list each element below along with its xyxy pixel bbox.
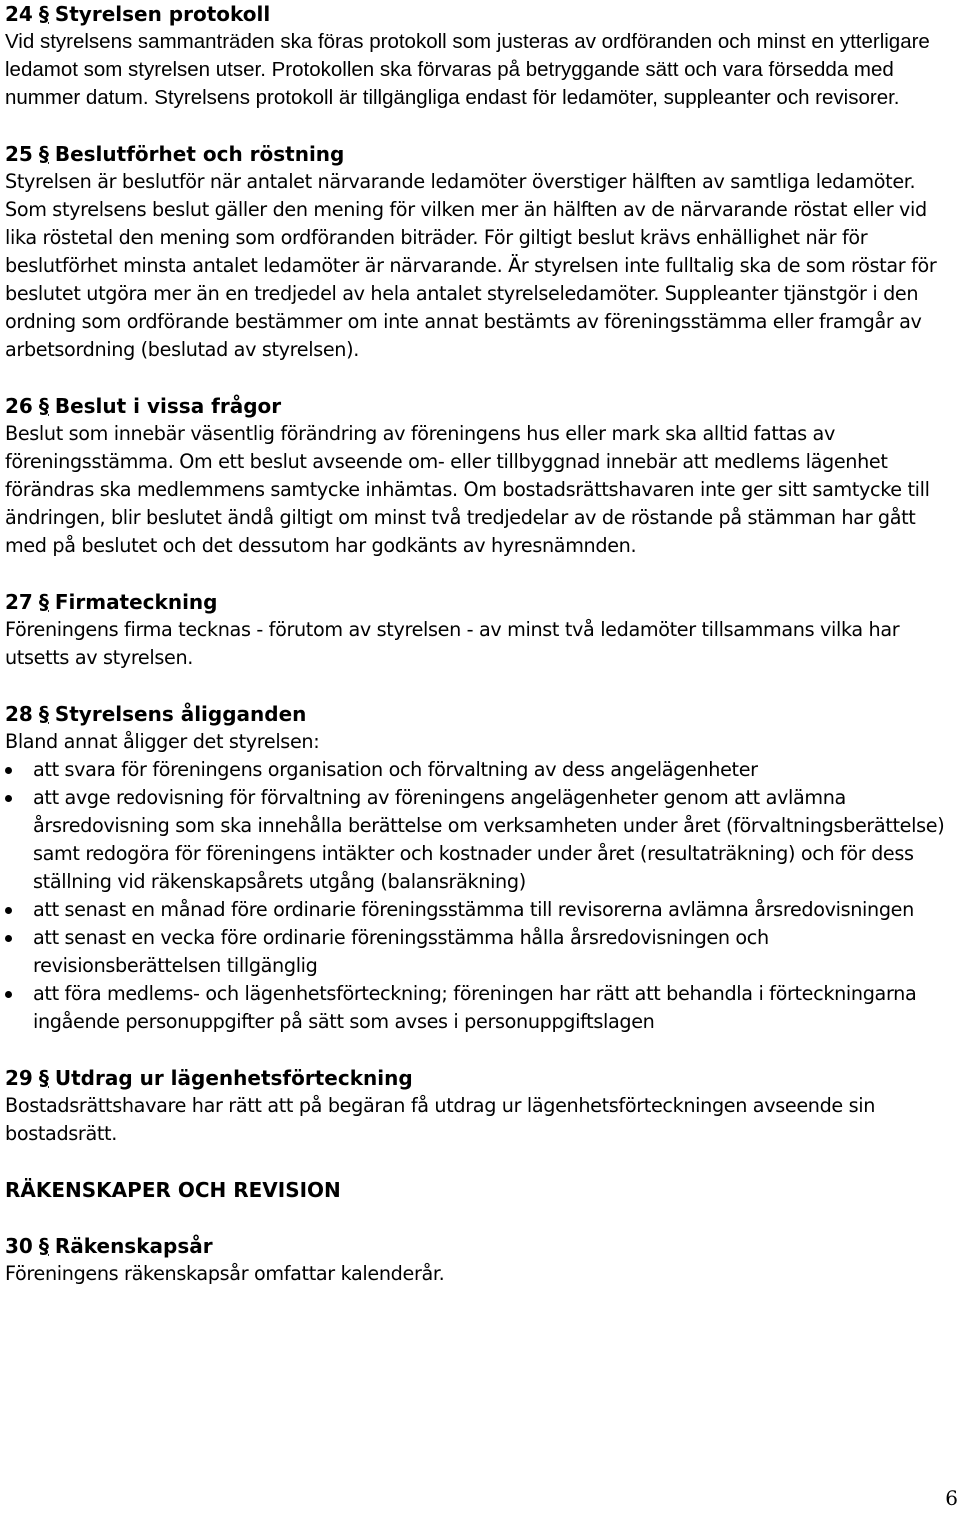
- list-item: [5, 756, 957, 784]
- section-number: 30: [5, 1234, 33, 1258]
- section-title: Beslut i vissa frågor: [54, 394, 282, 418]
- section-heading: [5, 1064, 957, 1092]
- bullet-icon: [5, 991, 12, 998]
- section-number: 25: [5, 142, 33, 166]
- section-number: 26: [5, 394, 33, 418]
- chapter-heading: RÄKENSKAPER OCH REVISION: [5, 1178, 341, 1202]
- section-body: Bland annat åligger det styrelsen:: [5, 730, 320, 753]
- list-item: [5, 924, 957, 980]
- section-body: Beslut som innebär väsentlig förändring av föreningens hus eller mark ska alltid fattas av föreningsstämma. Om ett beslut avseende om- eller tillbyggnad innebär att medlems lägenhet förändras ska medlemmens samtycke inhämtas. Om bostadsrättshavaren inte ger sitt samtycke till ändringen, blir beslutet ändå giltigt om minst två tredjedelar av de röstande på stämman har gått med på beslutet och det dessutom har godkänts av hyresnämnden.: [5, 422, 930, 557]
- list-item-text: att avge redovisning för förvaltning av föreningens angelägenheter genom att avlämna årsredovisning som ska innehålla berättelse om verksamheten under året (förvaltningsberättelse) samt redogöra för föreningens intäkter och kostnader under året (resultaträkning) och för dess ställning vid räkenskapsårets utgång (balansräkning): [33, 786, 945, 893]
- section-body: Föreningens räkenskapsår omfattar kalenderår.: [5, 1262, 445, 1285]
- section-24: [5, 0, 957, 112]
- bullet-icon: [5, 795, 12, 802]
- section-body: Föreningens firma tecknas - förutom av styrelsen - av minst två ledamöter tillsammans vilka har utsetts av styrelsen.: [5, 618, 900, 669]
- bullet-icon: [5, 907, 12, 914]
- section-heading: [5, 0, 957, 28]
- list-item: [5, 784, 957, 896]
- paragraph-sign-icon: §: [38, 702, 49, 726]
- paragraph-sign-icon: §: [38, 394, 49, 418]
- section-heading: [5, 1232, 957, 1260]
- list-item: [5, 896, 957, 924]
- bullet-icon: [5, 767, 12, 774]
- paragraph-sign-icon: §: [38, 1066, 49, 1090]
- section-26: [5, 392, 957, 560]
- list-item: [5, 980, 957, 1036]
- section-body: Bostadsrättshavare har rätt att på begäran få utdrag ur lägenhetsförteckningen avseende sin bostadsrätt.: [5, 1094, 876, 1145]
- paragraph-sign-icon: §: [38, 2, 49, 26]
- section-heading: [5, 700, 957, 728]
- section-title: Beslutförhet och röstning: [54, 142, 345, 166]
- section-title: Räkenskapsår: [54, 1234, 213, 1258]
- page-number: 6: [945, 1486, 958, 1510]
- paragraph-sign-icon: §: [38, 590, 49, 614]
- section-27: [5, 588, 957, 672]
- paragraph-sign-icon: §: [38, 142, 49, 166]
- section-title: Styrelsens åligganden: [54, 702, 307, 726]
- list-item-text: att svara för föreningens organisation och förvaltning av dess angelägenheter: [33, 758, 758, 781]
- section-title: Utdrag ur lägenhetsförteckning: [54, 1066, 413, 1090]
- section-heading: [5, 140, 957, 168]
- section-number: 29: [5, 1066, 33, 1090]
- bullet-icon: [5, 935, 12, 942]
- list-item-text: att senast en månad före ordinarie föreningsstämma till revisorerna avlämna årsredovisningen: [33, 898, 914, 921]
- document-page: [5, 0, 957, 1288]
- section-25: [5, 140, 957, 364]
- section-number: 24: [5, 2, 33, 26]
- section-30: [5, 1232, 957, 1288]
- section-body: Vid styrelsens sammanträden ska föras protokoll som justeras av ordföranden och minst en ytterligare ledamot som styrelsen utser. Protokollen ska förvaras på betryggande sätt och vara försedda med nummer datum. Styrelsens protokoll är tillgängliga endast för ledamöter, suppleanter och revisorer.: [5, 30, 930, 109]
- section-title: Firmateckning: [54, 590, 218, 614]
- section-heading: [5, 588, 957, 616]
- section-number: 27: [5, 590, 33, 614]
- duties-list: [5, 756, 957, 1036]
- list-item-text: att föra medlems- och lägenhetsförteckning; föreningen har rätt att behandla i förteckningarna ingående personuppgifter på sätt som avses i personuppgiftslagen: [33, 982, 917, 1033]
- section-heading: [5, 392, 957, 420]
- section-number: 28: [5, 702, 33, 726]
- section-body: Styrelsen är beslutför när antalet närvarande ledamöter överstiger hälften av samtliga ledamöter. Som styrelsens beslut gäller den mening för vilken mer än hälften av de närvarande röstat eller vid lika röstetal den mening som ordföranden biträder. För giltigt beslut krävs enhällighet när för beslutförhet minsta antalet ledamöter är närvarande. Är styrelsen inte fulltalig ska de som röstar för beslutet utgöra mer än en tredjedel av hela antalet styrelseledamöter. Suppleanter tjänstgör i den ordning som ordförande bestämmer om inte annat bestämts av föreningsstämma eller framgår av arbetsordning (beslutad av styrelsen).: [5, 170, 937, 361]
- section-29: [5, 1064, 957, 1148]
- section-title: Styrelsen protokoll: [54, 2, 271, 26]
- list-item-text: att senast en vecka före ordinarie föreningsstämma hålla årsredovisningen och revisionsberättelsen tillgänglig: [33, 926, 769, 977]
- paragraph-sign-icon: §: [38, 1234, 49, 1258]
- section-28: [5, 700, 957, 1036]
